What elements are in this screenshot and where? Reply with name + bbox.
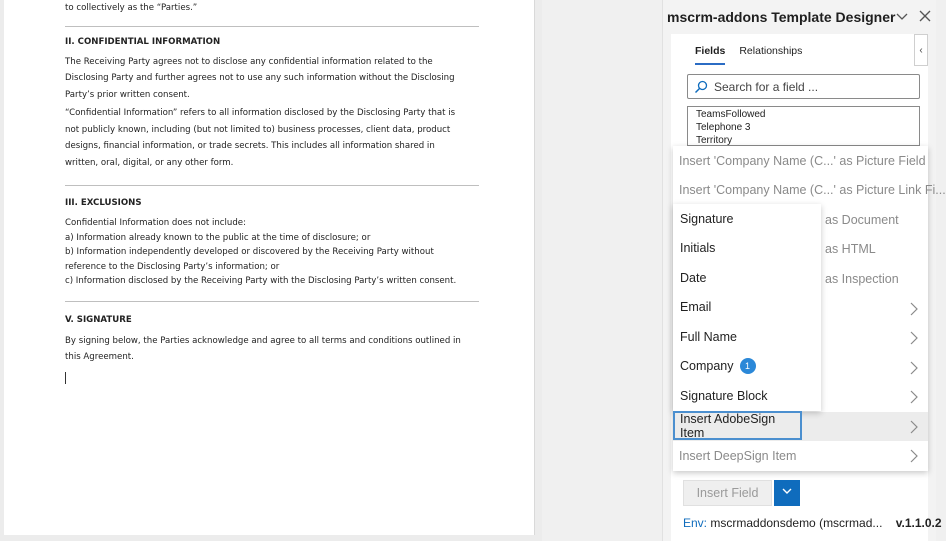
- submenu-item-label: Company: [680, 359, 734, 374]
- insert-options-dropdown[interactable]: [774, 480, 800, 506]
- paragraph-line: By signing below, the Parties acknowledge and agree to all terms and conditions outlined in: [65, 335, 461, 346]
- paragraph-line: reference to the Disclosing Party’s information; or: [65, 261, 280, 272]
- menu-item-label: Insert 'Company Name (C...' as Picture Field: [679, 153, 926, 168]
- menu-item-picture-field[interactable]: [673, 146, 928, 176]
- tab-bar: [695, 45, 802, 65]
- section-divider: [65, 26, 479, 27]
- chevron-right-icon: [910, 420, 918, 434]
- paragraph-line: c) Information disclosed by the Receiving Party with the Disclosing Party’s written consent.: [65, 276, 457, 286]
- menu-item-label: as HTML: [825, 242, 876, 257]
- submenu-item-email[interactable]: Email: [680, 300, 712, 315]
- collapse-button[interactable]: ‹: [914, 34, 928, 66]
- section-heading: V. SIGNATURE: [65, 314, 132, 325]
- env-label: Env:: [683, 516, 708, 530]
- menu-item-label: as Inspection: [825, 271, 899, 286]
- tab-fields[interactable]: Fields: [695, 45, 725, 65]
- chevron-right-icon: [910, 361, 918, 375]
- section-heading: III. EXCLUSIONS: [65, 198, 142, 208]
- paragraph-line: designs, financial information, or trade secrets. This includes all information shared in: [65, 141, 435, 151]
- submenu-item-initials[interactable]: Initials: [680, 241, 716, 256]
- list-item[interactable]: TeamsFollowed: [696, 109, 766, 120]
- insert-adobesign-item-highlight[interactable]: Insert AdobeSign Item: [673, 411, 802, 440]
- pane-header: [663, 0, 937, 34]
- adobesign-submenu: [673, 204, 821, 411]
- paragraph-line: Disclosing Party and further agrees not to use any such information without the Disclosing: [65, 73, 455, 83]
- search-icon: [694, 80, 708, 94]
- submenu-item-company[interactable]: [673, 352, 821, 382]
- section-heading: II. CONFIDENTIAL INFORMATION: [65, 36, 221, 47]
- menu-item-picture-link-field[interactable]: [673, 176, 946, 206]
- paragraph-line: written, oral, digital, or any other form.: [65, 157, 234, 168]
- close-icon[interactable]: [918, 9, 932, 23]
- text-cursor: [65, 372, 66, 384]
- submenu-item-full-name[interactable]: Full Name: [680, 329, 737, 344]
- section-divider: [65, 185, 479, 186]
- paragraph-line: “Confidential Information” refers to all information disclosed by the Disclosing Party that is: [65, 108, 456, 118]
- tab-relationships[interactable]: Relationships: [739, 45, 803, 57]
- search-box[interactable]: [687, 74, 920, 99]
- section-divider: [65, 301, 479, 302]
- paragraph-line: b) Information independently developed or discovered by the Receiving Party without: [65, 247, 434, 257]
- menu-item-insert-deepsign[interactable]: [673, 441, 928, 471]
- paragraph-line: Confidential Information does not include:: [65, 218, 246, 228]
- chevron-down-icon: [781, 484, 793, 502]
- step-badge: 1: [740, 358, 756, 374]
- document-content[interactable]: [65, 0, 479, 384]
- env-value[interactable]: mscrmaddonsdemo (mscrmad...: [710, 516, 883, 530]
- workspace-gap: [542, 0, 662, 541]
- chevron-right-icon: [910, 390, 918, 404]
- pane-title: mscrm-addons Template Designer: [667, 9, 896, 25]
- document-page[interactable]: [4, 0, 535, 535]
- chevron-right-icon: [910, 449, 918, 463]
- paragraph-line: this Agreement.: [65, 352, 134, 362]
- chevron-right-icon: [910, 302, 918, 316]
- paragraph-line: The Receiving Party agrees not to disclose any confidential information related to the: [65, 56, 433, 67]
- chevron-right-icon: [910, 331, 918, 345]
- paragraph-line: a) Information already known to the public at the time of disclosure; or: [65, 232, 371, 243]
- menu-item-label: Insert DeepSign Item: [679, 448, 797, 463]
- list-item[interactable]: Telephone 3: [696, 122, 751, 133]
- field-list[interactable]: [687, 106, 920, 146]
- insert-field-button[interactable]: Insert Field: [683, 480, 772, 506]
- search-input[interactable]: [714, 80, 904, 94]
- menu-item-label: as Document: [825, 212, 899, 227]
- submenu-item-date[interactable]: Date: [680, 270, 707, 285]
- version-label: v.1.1.0.2: [895, 516, 942, 530]
- paragraph-line: Party’s prior written consent.: [65, 89, 190, 100]
- submenu-item-signature-block[interactable]: Signature Block: [680, 388, 768, 403]
- intro-text: to collectively as the “Parties.”: [65, 3, 198, 13]
- submenu-item-signature[interactable]: Signature: [680, 211, 734, 226]
- chevron-down-icon[interactable]: [895, 9, 909, 23]
- paragraph-line: not publicly known, including (but not limited to) business processes, client data, product: [65, 124, 451, 135]
- list-item[interactable]: Territory: [696, 135, 733, 146]
- menu-item-label: Insert 'Company Name (C...' as Picture Link Fi...: [679, 183, 946, 198]
- environment-info: [683, 516, 942, 530]
